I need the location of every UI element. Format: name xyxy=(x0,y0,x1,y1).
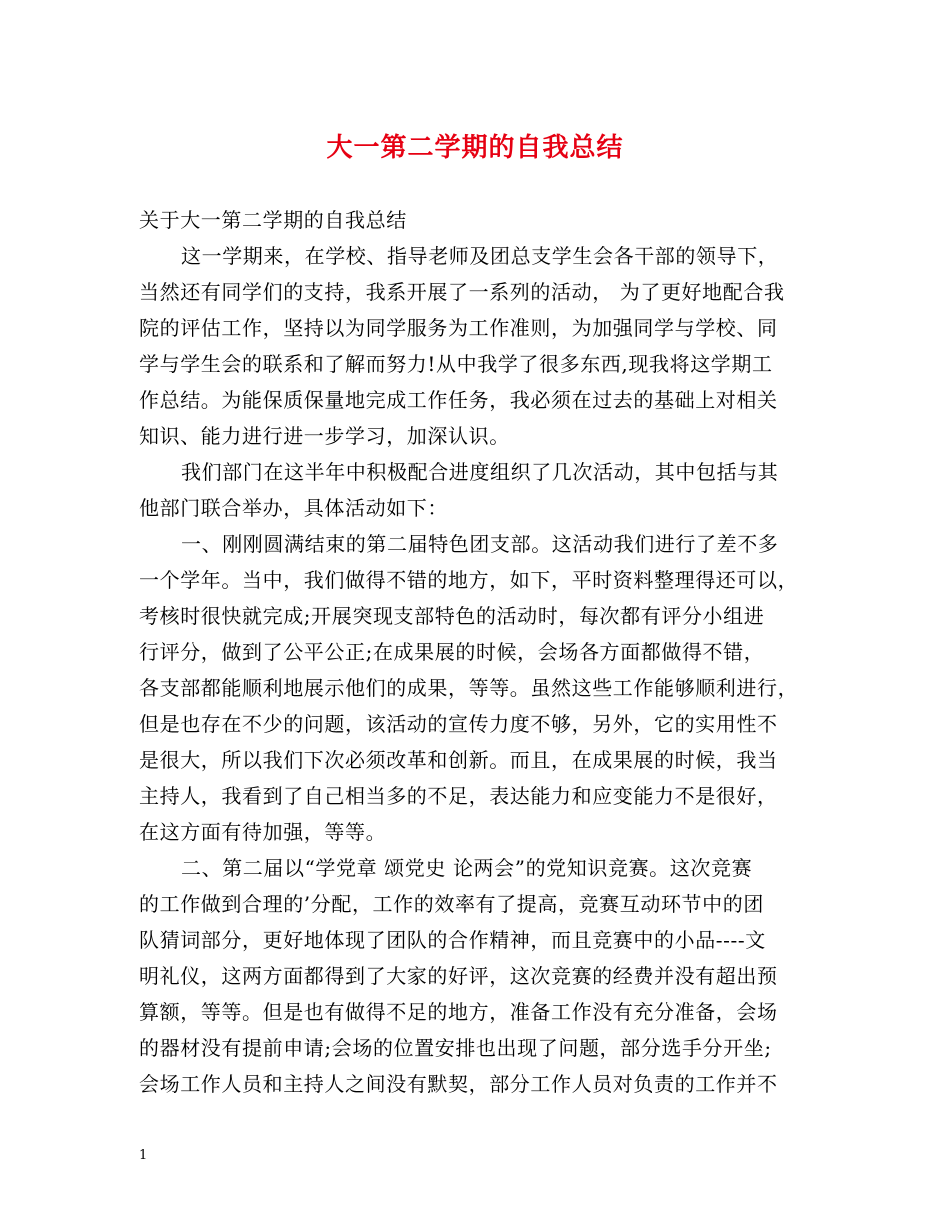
body-line: 知识、能力进行进一步学习，加深认识。 xyxy=(139,424,510,448)
body-line: 我们部门在这半年中积极配合进度组织了几次活动，其中包括与其 xyxy=(181,460,779,484)
body-line: 的器材没有提前申请;会场的位置安排也出现了问题，部分选手分开坐; xyxy=(139,1036,772,1060)
body-line: 关于大一第二学期的自我总结 xyxy=(139,208,407,232)
body-line: 作总结。为能保质保量地完成工作任务，我必须在过去的基础上对相关 xyxy=(139,388,778,412)
body-line: 这一学期来，在学校、指导老师及团总支学生会各干部的领导下， xyxy=(181,244,779,268)
body-line: 考核时很快就完成;开展突现支部特色的活动时，每次都有评分小组进 xyxy=(139,604,765,628)
body-line: 明礼仪，这两方面都得到了大家的好评，这次竞赛的经费并没有超出预 xyxy=(139,964,778,988)
body-line: 二、第二届以“学党章 颂党史 论两会”的党知识竞赛。这次竞赛 xyxy=(181,856,753,880)
body-line: 的工作做到合理的’分配，工作的效率有了提高，竞赛互动环节中的团 xyxy=(139,892,764,916)
body-line: 当然还有同学们的支持，我系开展了一系列的活动， 为了更好地配合我 xyxy=(139,280,785,304)
body-line: 学与学生会的联系和了解而努力!从中我学了很多东西,现我将这学期工 xyxy=(139,352,773,376)
body-line: 行评分，做到了公平公正;在成果展的时候，会场各方面都做得不错， xyxy=(139,640,765,664)
body-line: 算额，等等。但是也有做得不足的地方，准备工作没有充分准备，会场 xyxy=(139,1000,778,1024)
body-line: 但是也存在不少的问题，该活动的宣传力度不够，另外，它的实用性不 xyxy=(139,712,778,736)
body-line: 院的评估工作，坚持以为同学服务为工作准则，为加强同学与学校、同 xyxy=(139,316,778,340)
body-line: 各支部都能顺利地展示他们的成果，等等。虽然这些工作能够顺利进行， xyxy=(139,676,799,700)
body-line: 一个学年。当中，我们做得不错的地方，如下，平时资料整理得还可以， xyxy=(139,568,799,592)
page-number: 1 xyxy=(139,1148,148,1163)
body-line: 一、刚刚圆满结束的第二届特色团支部。这活动我们进行了差不多 xyxy=(181,532,779,556)
body-line: 主持人，我看到了自己相当多的不足，表达能力和应变能力不是很好， xyxy=(139,784,778,808)
body-line: 是很大，所以我们下次必须改革和创新。而且，在成果展的时候，我当 xyxy=(139,748,778,772)
body-line: 队猜词部分，更好地体现了团队的合作精神，而且竞赛中的小品----文 xyxy=(139,928,766,952)
document-title: 大一第二学期的自我总结 xyxy=(326,133,624,163)
body-line: 会场工作人员和主持人之间没有默契，部分工作人员对负责的工作并不 xyxy=(139,1072,778,1096)
body-line: 他部门联合举办，具体活动如下： xyxy=(139,496,448,520)
body-line: 在这方面有待加强，等等。 xyxy=(139,820,387,844)
